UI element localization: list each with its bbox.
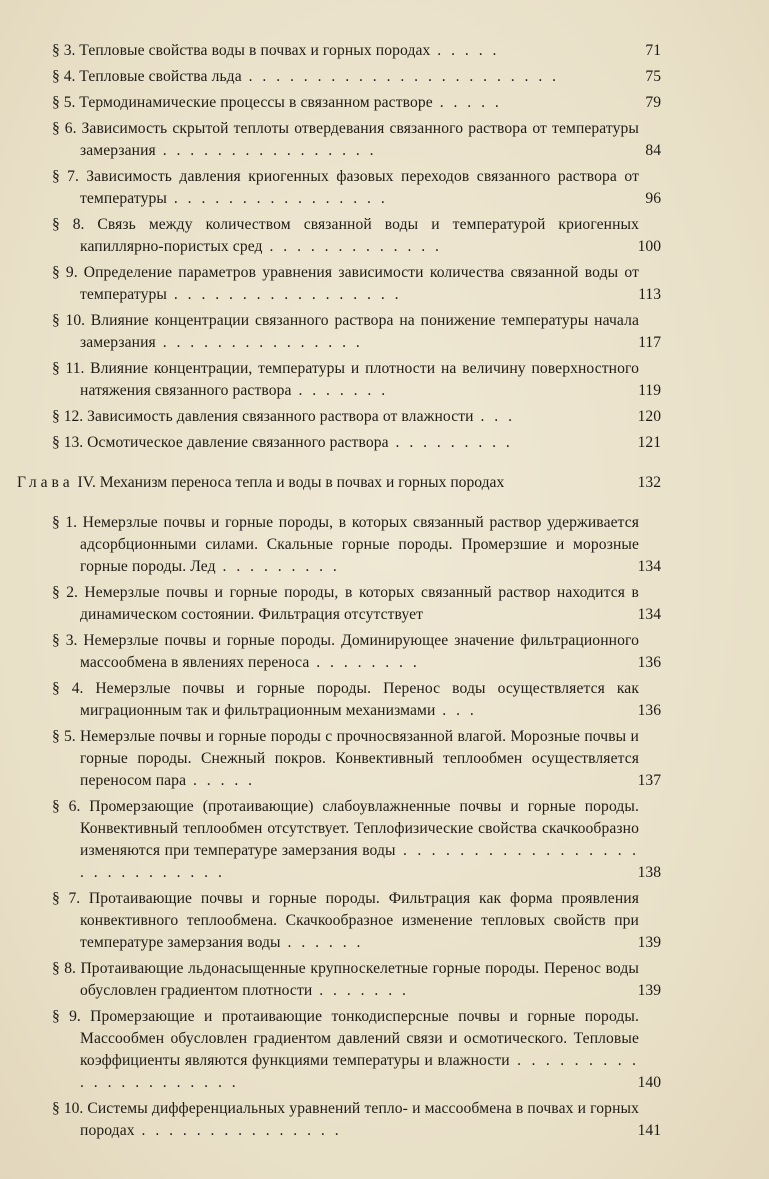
dot-leader: . . . . . . . . . xyxy=(215,558,340,575)
page-number: 132 xyxy=(637,474,661,491)
toc-entry xyxy=(0,796,769,884)
page-number: 113 xyxy=(638,286,661,303)
section-title: Немерзлые почвы и горные породы. Перенос воды осуществляется как миграционным так и фильтрационным механизмами xyxy=(80,680,640,719)
section-number: § 10. xyxy=(52,312,86,329)
dot-leader: . . . . . . . . . . . . . . . xyxy=(155,334,363,351)
section-number: § 8. xyxy=(52,960,76,977)
toc-entry xyxy=(0,40,769,62)
dot-leader: . . . . . . . . . . . . . . . xyxy=(134,1122,342,1139)
page-number: 139 xyxy=(637,982,661,999)
chapter-label: Глава xyxy=(17,474,74,491)
table-of-contents xyxy=(0,40,769,1146)
section-title: Зависимость давления связанного раствора от влажности xyxy=(87,408,474,425)
toc-entry xyxy=(0,888,769,954)
page-number: 120 xyxy=(637,408,661,425)
section-title: Протаивающие льдонасыщенные крупноскелетные горные породы. Перенос воды обусловлен градиентом плотности xyxy=(80,960,639,999)
toc-entry xyxy=(0,66,769,88)
section-title: Немерзлые почвы и горные породы, в которых связанный раствор находится в динамическом состоянии. Фильтрация отсутствует xyxy=(80,584,640,623)
dot-leader: . . . . . xyxy=(430,42,500,59)
dot-leader: . . . . . . . . . . . . . xyxy=(262,238,442,255)
section-number: § 7. xyxy=(52,168,79,185)
dot-leader: . . . xyxy=(473,408,515,425)
toc-entry xyxy=(0,310,769,354)
page-number: 71 xyxy=(645,42,661,59)
toc-entry xyxy=(0,358,769,402)
dot-leader: . . . xyxy=(435,702,477,719)
section-number: § 1. xyxy=(52,514,78,531)
page-number: 84 xyxy=(645,142,661,159)
section-number: § 6. xyxy=(52,798,81,815)
page-number: 79 xyxy=(645,94,661,111)
section-title: Немерзлые почвы и горные породы, в которых связанный раствор удерживается адсорбционными силами. Скальные горные породы. Промерзшие и морозные горные породы. Лед xyxy=(80,514,640,575)
dot-leader: . . . . . . . . . xyxy=(388,434,513,451)
section-number: § 5. xyxy=(52,728,76,745)
page-number: 141 xyxy=(637,1122,661,1139)
page-number: 100 xyxy=(637,238,661,255)
dot-leader: . . . . . . . . . . . . . . . . . . . . . . . xyxy=(241,68,560,85)
toc-entry xyxy=(0,166,769,210)
page-number: 75 xyxy=(645,68,661,85)
page-number: 138 xyxy=(637,864,661,881)
section-title: Промерзающие (протаивающие) слабоувлажненные почвы и горные породы. Конвективный теплообмен отсутствует. Теплофизические свойства скачкообразно изменяются при температуре замерзания воды xyxy=(80,798,639,859)
page-number: 136 xyxy=(637,702,661,719)
section-title: Тепловые свойства льда xyxy=(79,68,242,85)
toc-entry xyxy=(0,92,769,114)
page-number: 121 xyxy=(637,434,661,451)
section-number: § 4. xyxy=(52,68,76,85)
toc-entry xyxy=(0,214,769,258)
section-title: Определение параметров уравнения зависимости количества связанной воды от температуры xyxy=(80,264,639,303)
section-number: § 6. xyxy=(52,120,77,137)
chapter-title: Механизм переноса тепла и воды в почвах и горных породах xyxy=(99,474,505,491)
chapter-heading xyxy=(0,472,769,494)
section-number: § 11. xyxy=(52,360,85,377)
section-title: Влияние концентрации, температуры и плотности на величину поверхностного натяжения связанного раствора xyxy=(80,360,640,399)
toc-entry xyxy=(0,582,769,626)
section-number: § 9. xyxy=(52,264,78,281)
page-number: 119 xyxy=(638,382,661,399)
section-number: § 8. xyxy=(52,216,85,233)
page-number: 134 xyxy=(637,606,661,623)
section-title: Термодинамические процессы в связанном растворе xyxy=(79,94,433,111)
toc-entry xyxy=(0,118,769,162)
section-number: § 3. xyxy=(52,42,76,59)
section-number: § 4. xyxy=(52,680,84,697)
section-title: Зависимость скрытой теплоты отвердевания связанного раствора от температуры замерзания xyxy=(80,120,640,159)
section-title: Связь между количеством связанной воды и температурой криогенных капиллярно-пористых сред xyxy=(80,216,639,255)
toc-entry xyxy=(0,630,769,674)
page-number: 117 xyxy=(638,334,661,351)
section-title: Влияние концентрации связанного раствора на понижение температуры начала замерзания xyxy=(80,312,639,351)
section-number: § 10. xyxy=(52,1100,84,1117)
toc-entry xyxy=(0,406,769,428)
dot-leader: . . . . . . . . . . . . . . . . . xyxy=(166,286,402,303)
dot-leader: . . . . . . . . . . . . . . . . xyxy=(166,190,388,207)
chapter-number: IV. xyxy=(77,474,96,491)
toc-entry xyxy=(0,512,769,578)
section-title: Системы дифференциальных уравнений тепло- и массообмена в почвах и горных породах xyxy=(80,1100,640,1139)
section-title: Тепловые свойства воды в почвах и горных породах xyxy=(79,42,431,59)
dot-leader: . . . . . xyxy=(186,772,256,789)
dot-leader: . . . . . . . . . . . . . . . . . . . . . . . . . . . . xyxy=(80,842,640,881)
page-number: 137 xyxy=(637,772,661,789)
toc-entry xyxy=(0,1006,769,1094)
page-number: 139 xyxy=(637,934,661,951)
section-number: § 13. xyxy=(52,434,84,451)
dot-leader: . . . . . . . . . . . . . . . . xyxy=(155,142,377,159)
toc-entry xyxy=(0,958,769,1002)
section-number: § 5. xyxy=(52,94,76,111)
page-number: 140 xyxy=(637,1074,661,1091)
section-number: § 2. xyxy=(52,584,78,601)
dot-leader: . . . . . . xyxy=(280,934,364,951)
section-title: Осмотическое давление связанного раствора xyxy=(87,434,389,451)
section-number: § 7. xyxy=(52,890,81,907)
page-number: 96 xyxy=(645,190,661,207)
section-title: Немерзлые почвы и горные породы с прочносвязанной влагой. Морозные почвы и горные породы. Снежный покров. Конвективный теплообмен осуществляется переносом пара xyxy=(79,728,640,789)
section-title: Зависимость давления криогенных фазовых переходов связанного раствора от температуры xyxy=(80,168,639,207)
section-title: Промерзающие и протаивающие тонкодисперсные почвы и горные породы. Массообмен обусловлен градиентом давлений связи и осмотического. Тепловые коэффициенты являются функциями температуры и влажности xyxy=(80,1008,640,1069)
toc-entry xyxy=(0,262,769,306)
toc-entry xyxy=(0,678,769,722)
section-title: Протаивающие почвы и горные породы. Фильтрация как форма проявления конвективного теплообмена. Скачкообразное изменение тепловых свойств при температуре замерзания воды xyxy=(80,890,639,951)
toc-entry xyxy=(0,432,769,454)
section-number: § 3. xyxy=(52,632,78,649)
dot-leader: . . . . . xyxy=(432,94,502,111)
dot-leader: . . . . . . . xyxy=(291,382,389,399)
section-title: Немерзлые почвы и горные породы. Доминирующее значение фильтрационного массообмена в явлениях переноса xyxy=(80,632,639,671)
dot-leader: . . . . . . . . . . . . . . . . . . . . . xyxy=(80,1052,640,1091)
page-number: 134 xyxy=(637,558,661,575)
toc-entry xyxy=(0,1098,769,1142)
dot-leader: . . . . . . . xyxy=(312,982,409,999)
toc-entry xyxy=(0,726,769,792)
dot-leader: . . . . . . . . xyxy=(309,654,420,671)
section-number: § 12. xyxy=(52,408,84,425)
section-number: § 9. xyxy=(52,1008,81,1025)
page-number: 136 xyxy=(637,654,661,671)
